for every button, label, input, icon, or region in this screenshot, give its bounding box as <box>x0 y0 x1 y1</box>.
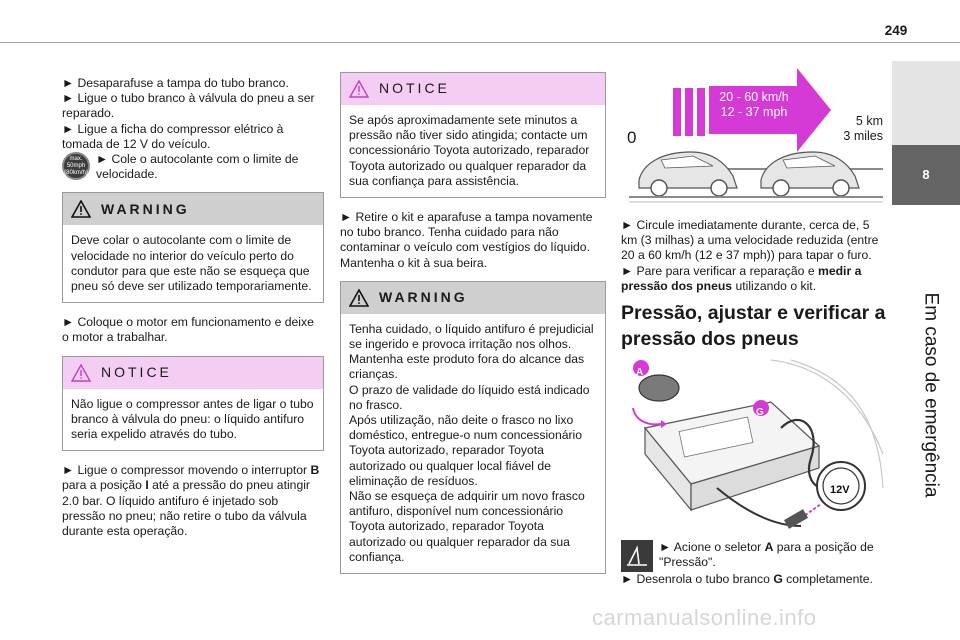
selector-step <box>621 540 887 572</box>
step-unroll-tube: ► Desenrola o tubo branco G completamente. <box>621 572 873 587</box>
notice-title: NOTICE <box>379 80 450 97</box>
watermark: carmanualsonline.info <box>592 605 817 630</box>
warning-header <box>63 193 323 225</box>
warning-triangle-icon <box>349 289 369 307</box>
step-drive-reduced-speed: ► Circule imediatamente durante, cerca de, 5 km (3 milhas) a uma velocidade reduzida (entre 20 a 60 km/h (12 e 37 mph)) para tapar o furo. <box>621 218 879 263</box>
step-switch-compressor: ► Ligue o compressor movendo o interruptor B para a posição I até a pressão do pneu atingir 2.0 bar. O líquido antifuro é injetado sob pressão no pneu; não retire o tubo da válvula durante esta operação. <box>62 463 320 539</box>
warning-box-sticker <box>62 192 324 303</box>
warning-header <box>341 282 605 314</box>
header-rule <box>0 42 960 43</box>
notice-header <box>341 73 605 105</box>
page-number: 249 <box>884 23 908 38</box>
warning-title: WARNING <box>379 289 468 306</box>
step-apply-sticker: ► Cole o autocolante com o limite de velocidade. <box>96 152 299 182</box>
notice-title: NOTICE <box>101 364 172 381</box>
step-unscrew-cap: ► Desaparafuse a tampa do tubo branco. <box>62 76 289 90</box>
notice-triangle-icon <box>71 364 91 382</box>
notice-body: Não ligue o compressor antes de ligar o tubo branco à válvula do pneu: o líquido antifuro seria expelido através do tubo. <box>71 396 314 442</box>
distance-label: 5 km 3 miles <box>843 114 883 143</box>
warning-title: WARNING <box>101 200 190 217</box>
warning-body: Deve colar o autocolante com o limite de velocidade no interior do veículo perto do condutor para que este não se esqueça que pneu só deve ser utilizado temporariamente. <box>71 233 312 294</box>
repair-kit-figure <box>621 358 887 534</box>
speed-sticker-step <box>62 152 324 182</box>
step-selector-pressure: ► Acione o seletor A para a posição de "Pressão". <box>659 540 874 570</box>
repair-kit-illustration <box>621 358 887 534</box>
distance-start-label: 0 <box>627 128 637 147</box>
speed-label: 20 - 60 km/h 12 - 37 mph <box>719 90 789 119</box>
section-heading: Pressão, ajustar e verificar a pressão dos pneus <box>621 302 886 351</box>
notice-box-compressor <box>62 356 324 452</box>
speed-limit-sticker-icon: max. 50mph (80km/h) <box>62 152 90 180</box>
chapter-tab-active[interactable]: 8 <box>892 145 960 205</box>
step-plug-compressor: ► Ligue a ficha do compressor elétrico à tomada de 12 V do veículo. <box>62 121 284 151</box>
column-left <box>62 76 324 539</box>
socket-12v-label: 12V <box>830 484 850 497</box>
marker-a-label: A <box>636 367 644 379</box>
pressure-gauge-icon <box>621 540 653 572</box>
warning-triangle-icon <box>71 200 91 218</box>
speed-distance-figure <box>621 68 887 206</box>
notice-body: Se após aproximadamente sete minutos a pressão não tiver sido atingida; contacte um concessionário Toyota autorizado, reparador Toyota autorizado ou qualquer reparador da sua confiança para assistência. <box>349 113 590 188</box>
car-left-icon <box>639 152 737 196</box>
selector-knob-icon <box>639 375 679 401</box>
marker-g-label: G <box>756 407 764 419</box>
warning-box-liquid <box>340 281 606 574</box>
car-right-icon <box>761 152 859 196</box>
chapter-title: Em caso de emergência <box>920 292 942 498</box>
column-middle <box>340 72 606 586</box>
step-check-repair: ► Pare para verificar a reparação e medir a pressão dos pneus utilizando o kit. <box>621 263 862 293</box>
step-remove-kit: ► Retire o kit e aparafuse a tampa novamente no tubo branco. Tenha cuidado para não contaminar o veículo com vestígios do líquido. Mantenha o kit à sua beira. <box>340 210 593 270</box>
column-right <box>621 72 887 587</box>
notice-header <box>63 357 323 389</box>
notice-triangle-icon <box>349 80 369 98</box>
step-connect-tube: ► Ligue o tubo branco à válvula do pneu a ser reparado. <box>62 91 315 121</box>
notice-box-timeout <box>340 72 606 198</box>
chapter-tab-strip <box>892 61 960 151</box>
step-start-engine: ► Coloque o motor em funcionamento e deixe o motor a trabalhar. <box>62 315 314 345</box>
warning-body: Tenha cuidado, o líquido antifuro é prejudicial se ingerido e provoca irritação nos olhos. Mantenha este produto fora do alcance das crianças. O prazo de validade do líquido está indicado no frasco. Após utilização, não deite o frasco no lixo doméstico, entregue-o num concessionário Toyota autorizado, reparador Toyota autorizado ou qualquer local fiável de eliminação de resíduos. Não se esqueça de adquirir um novo frasco antifuro, disponível num concessionário Toyota autorizado, reparador Toyota autorizado ou qualquer reparador da sua confiança. <box>349 321 594 564</box>
